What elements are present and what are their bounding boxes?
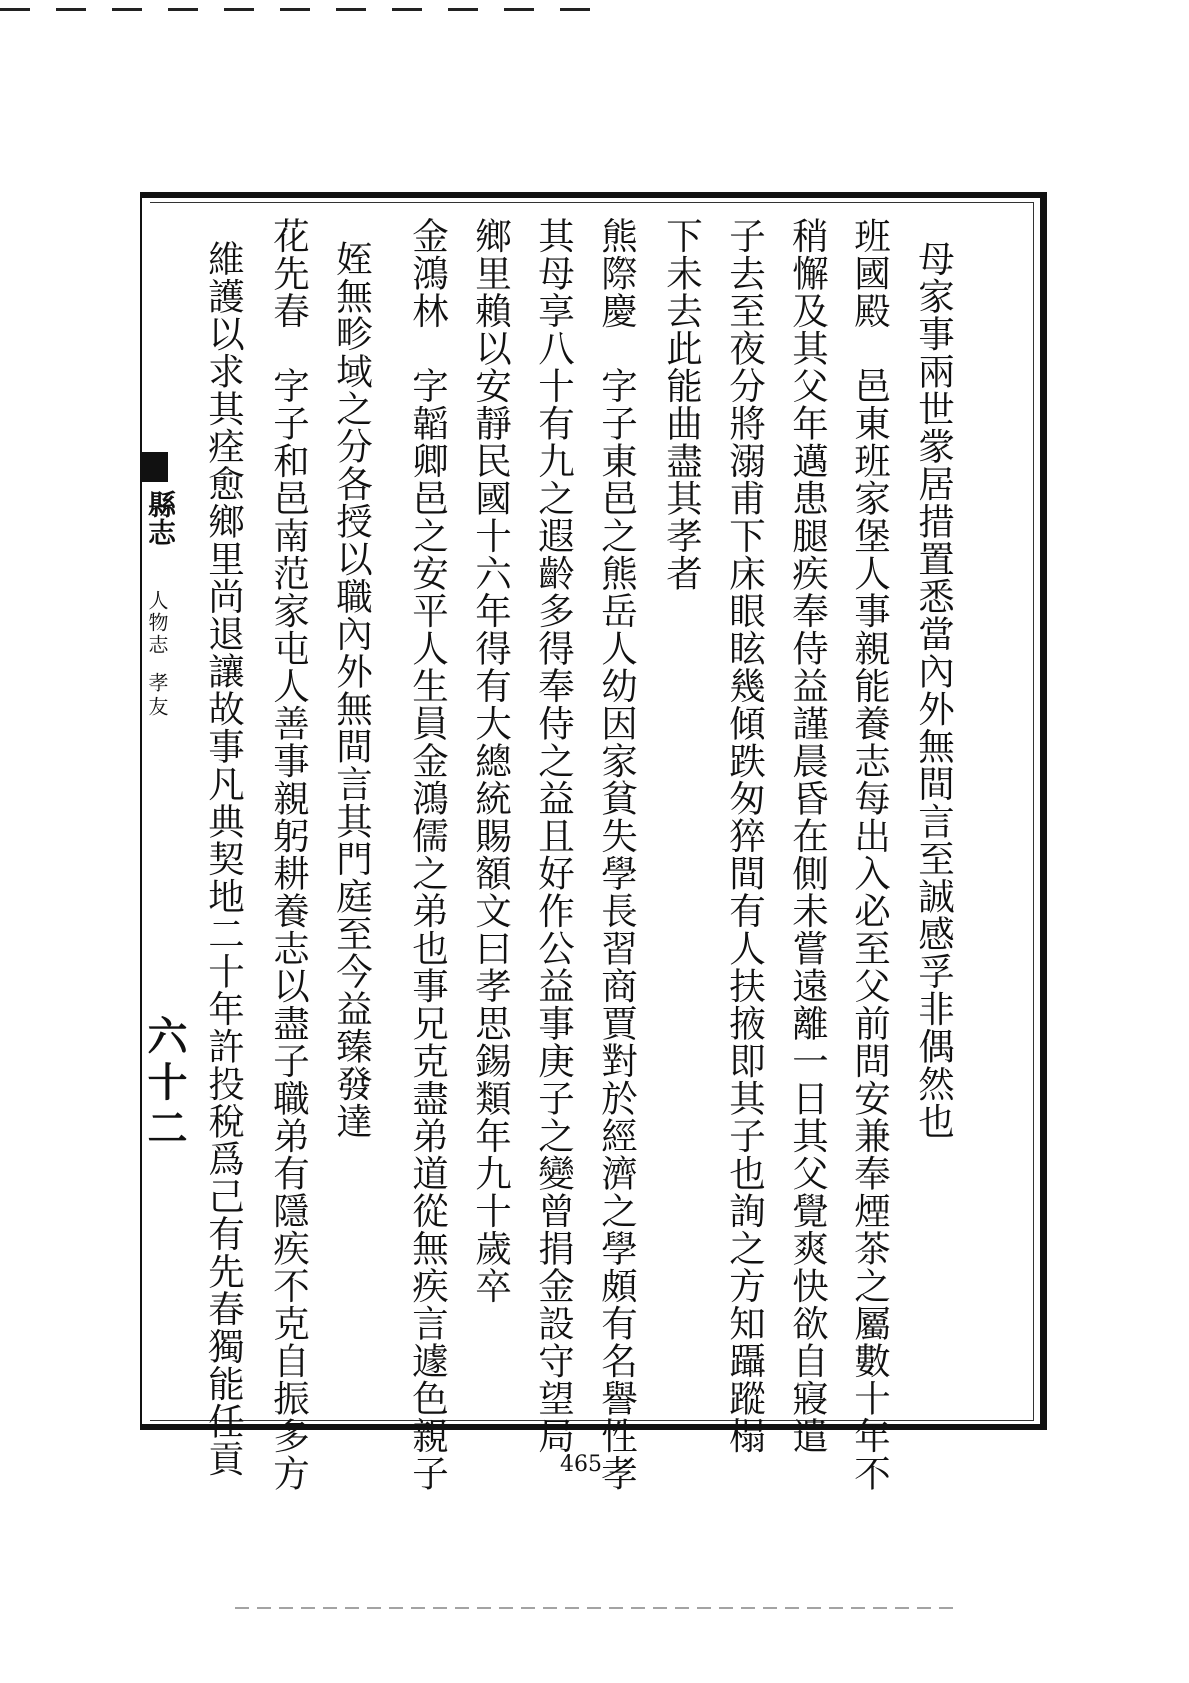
text-column-5: 下未去此能曲盡其孝者 <box>660 217 704 592</box>
text-column-6: 熊際慶 字子東邑之熊岳人幼因家貧失學長習商賈對於經濟之學頗有名譽性孝 <box>595 217 639 1492</box>
text-column-9: 金鴻林 字韜卿邑之安平人生員金鴻儒之弟也事兄克盡弟道從無疾言遽色親子 <box>406 217 450 1492</box>
scan-edge-marks <box>0 8 600 11</box>
text-column-8: 鄉里賴以安靜民國十六年得有大總統賜額文曰孝思錫類年九十歲卒 <box>469 217 513 1305</box>
page-number: 465 <box>560 1452 602 1477</box>
text-column-12: 維護以求其痊愈鄉里尚退讓故事凡典契地二十年許投稅爲己有先春獨能任貢 <box>202 240 246 1478</box>
text-column-2: 班國殿 邑東班家堡人事親能養志每出入必至父前問安兼奉煙茶之屬數十年不 <box>848 217 892 1492</box>
text-column-1: 母家事兩世䝉居措置悉當內外無間言至誠感孚非偶然也 <box>912 240 956 1140</box>
text-column-11: 花先春 字子和邑南范家屯人善事親躬耕養志以盡子職弟有隱疾不克自振多方 <box>267 217 311 1492</box>
text-column-7: 其母享八十有九之遐齡多得奉侍之益且好作公益事庚子之變曾捐金設守望局 <box>532 217 576 1455</box>
leaf-number: 六十二 <box>141 1015 188 1153</box>
scan-bottom-marks <box>235 1607 955 1609</box>
text-column-4: 子去至夜分將溺甫下床眼眩幾傾跌匆猝間有人扶掖即其子也詢之方知躡蹤榻 <box>723 217 767 1455</box>
text-column-3: 稍懈及其父年邁患腿疾奉侍益謹晨昏在側未嘗遠離一日其父覺爽快欲自寢遣 <box>786 217 830 1455</box>
margin-category: 孝友 <box>145 672 169 720</box>
margin-section-label: 人物志 <box>145 590 169 656</box>
title-ornament-block <box>140 452 168 482</box>
margin-title: 縣志 <box>144 490 177 546</box>
text-column-10: 姪無畛域之分各授以職內外無間言其門庭至今益臻發達 <box>330 240 374 1140</box>
